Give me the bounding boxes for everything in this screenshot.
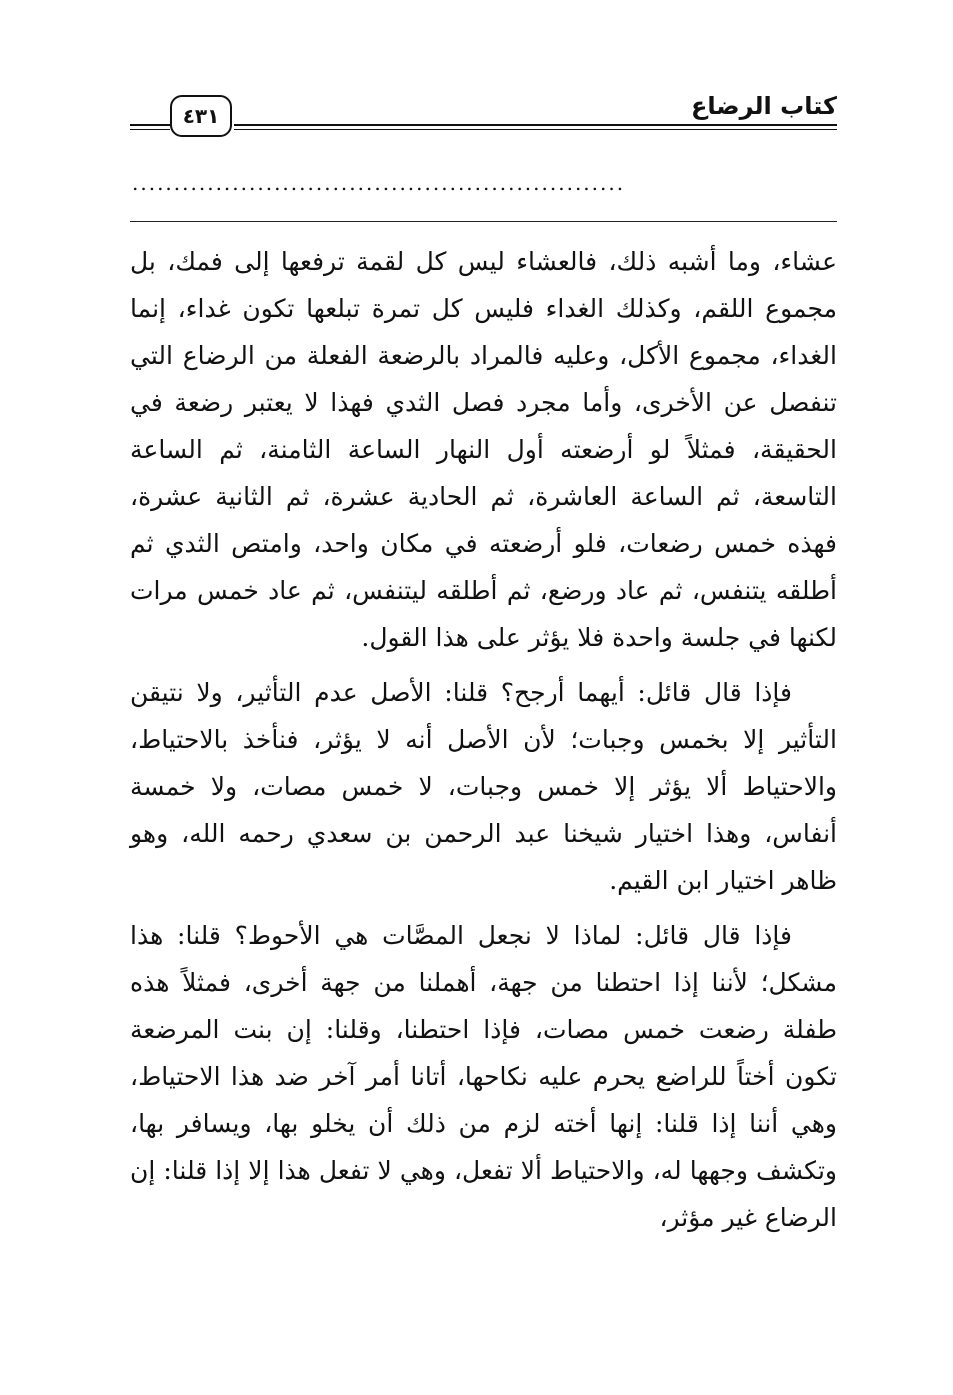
page-body (130, 238, 837, 1241)
page-number: ٤٣١ (182, 104, 220, 128)
book-title: كتاب الرضاع (690, 92, 837, 120)
header-rule-left (130, 124, 170, 130)
section-divider (130, 221, 837, 222)
paragraph: فإذا قال قائل: لماذا لا نجعل المصَّات هي الأحوط؟ قلنا: هذا مشكل؛ لأننا إذا احتطنا من جهة، أهملنا من جهة أخرى، فمثلاً هذه طفلة رضعت خمس مصات، فإذا احتطنا، وقلنا: إن بنت المرضعة تكون أختاً للراضع يحرم عليه نكاحها، أتانا أمر آخر ضد هذا الاحتياط، وهي أننا إذا قلنا: إنها أخته لزم من ذلك أن يخلو بها، ويسافر بها، وتكشف وجهها له، والاحتياط ألا تفعل، وهي لا تفعل هذا إلا إذا قلنا: إن الرضاع غير مؤثر، (130, 921, 837, 1232)
dotted-separator: ........................................................... (132, 171, 626, 195)
paragraph-continuation: عشاء، وما أشبه ذلك، فالعشاء ليس كل لقمة ترفعها إلى فمك، بل مجموع اللقم، وكذلك الغداء فليس كل تمرة تبلعها تكون غداء، إنما الغداء، مجموع الأكل، وعليه فالمراد بالرضعة الفعلة من الرضاع التي تنفصل عن الأخرى، وأما مجرد فصل الثدي فهذا لا يعتبر رضعة في الحقيقة، فمثلاً لو أرضعته أول النهار الساعة الثامنة، ثم الساعة التاسعة، ثم الساعة العاشرة، ثم الحادية عشرة، ثم الثانية عشرة، فهذه خمس رضعات، فلو أرضعته في مكان واحد، وامتص الثدي ثم أطلقه يتنفس، ثم عاد ورضع، ثم أطلقه ليتنفس، ثم عاد خمس مرات لكنها في جلسة واحدة فلا يؤثر على هذا القول. (130, 247, 837, 652)
page-number-box (170, 95, 232, 137)
paragraph: فإذا قال قائل: أيهما أرجح؟ قلنا: الأصل عدم التأثير، ولا نتيقن التأثير إلا بخمس وجبات؛ لأن الأصل أنه لا يؤثر، فنأخذ بالاحتياط، والاحتياط ألا يؤثر إلا خمس وجبات، لا خمس مصات، ولا خمسة أنفاس، وهذا اختيار شيخنا عبد الرحمن بن سعدي رحمه الله، وهو ظاهر اختيار ابن القيم. (130, 678, 837, 895)
running-header (130, 88, 837, 148)
header-rule-right (234, 124, 837, 130)
